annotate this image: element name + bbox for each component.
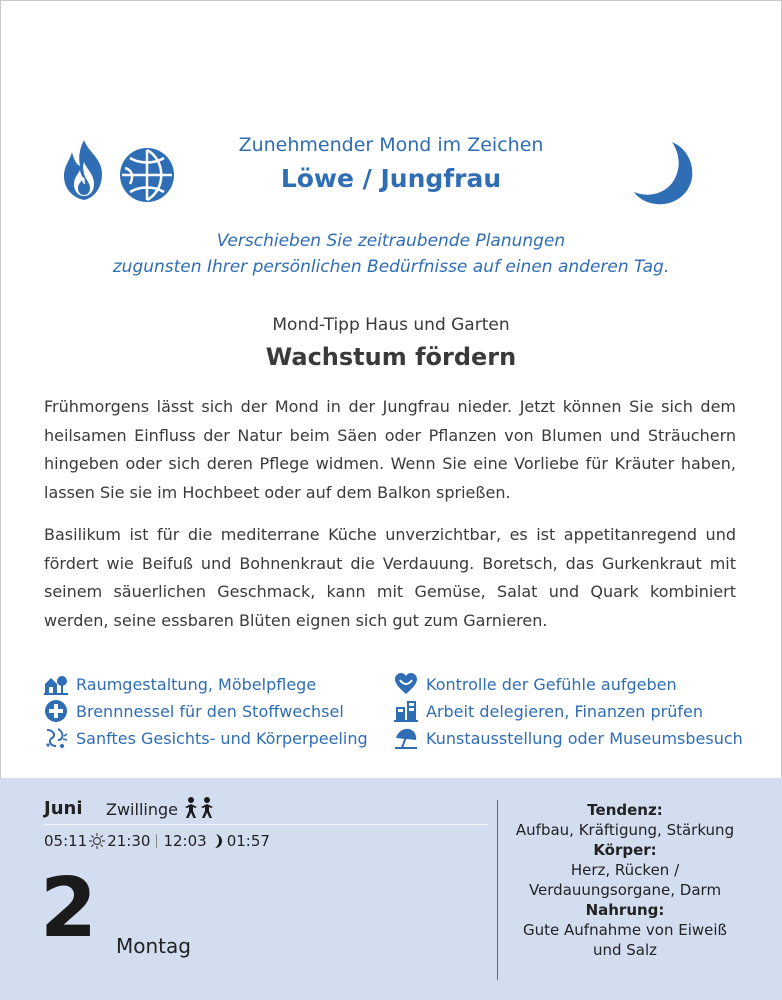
tip-item-3 <box>44 725 368 751</box>
daily-quote <box>0 228 782 280</box>
quote-line-2: zugunsten Ihrer persönlichen Bedürfnisse auf einen anderen Tag. <box>112 257 670 277</box>
sun-moon-times <box>44 832 270 850</box>
body-value-line-1: Herz, Rücken / <box>570 861 680 879</box>
sunset-time: 21:30 <box>107 832 151 850</box>
small-moon-icon <box>208 832 226 850</box>
house-tree-icon <box>44 672 68 696</box>
tip-item-6 <box>394 725 743 751</box>
beauty-swirl-icon <box>44 726 68 750</box>
tip-category-label: Mond-Tipp Haus und Garten <box>272 315 510 335</box>
moon-signs-title: Löwe / Jungfrau <box>280 164 502 193</box>
tip-paragraph-1: Frühmorgens lässt sich der Mond in der Jungfrau nieder. Jetzt können Sie sich dem heilsamen Einfluss der Natur beim Säen oder Pflanzen von Blumen und Sträuchern hingeben oder sich deren Pflege widmen. Wenn Sie eine Vorliebe für Kräuter haben, lassen Sie sie im Hochbeet oder auf dem Balkon sprießen. <box>44 397 736 502</box>
gemini-twins-icon <box>182 797 216 819</box>
tip-title: Wachstum fördern <box>265 343 517 371</box>
tip-item-1 <box>44 671 316 697</box>
day-number: 2 <box>40 861 98 956</box>
tip-paragraph-2: Basilikum ist für die mediterrane Küche unverzichtbar, es ist appetitanregend und fördert wie Beifuß und Bohnenkraut die Verdauung. Boretsch, das Gurkenkraut mit seinem säuerlichen Geschmack, kann mit Gemüse, Salat und Quark kombiniert werden, seine essbaren Blüten eignen sich gut zum Garnieren. <box>44 525 736 630</box>
tip-item-5 <box>394 698 703 724</box>
tip-text: Kontrolle der Gefühle aufgeben <box>426 674 677 694</box>
moonset-time: 01:57 <box>226 832 270 850</box>
tendency-label: Tendenz: <box>587 801 663 819</box>
tip-text: Arbeit delegieren, Finanzen prüfen <box>426 701 703 721</box>
calendar-footer <box>0 778 782 1000</box>
crescent-moon-icon <box>628 138 700 208</box>
beach-umbrella-icon <box>394 726 418 750</box>
footer-vertical-divider <box>497 800 498 980</box>
moon-phase-line: Zunehmender Mond im Zeichen <box>238 134 544 156</box>
quote-line-1: Verschieben Sie zeitraubende Planungen <box>216 231 566 251</box>
moonrise-time: 12:03 <box>163 832 207 850</box>
medical-cross-icon <box>44 699 68 723</box>
month-label: Juni <box>44 798 83 819</box>
food-value-line-2: und Salz <box>592 941 658 959</box>
time-separator <box>156 834 157 848</box>
heart-icon <box>394 672 418 696</box>
tip-text: Raumgestaltung, Möbelpflege <box>76 674 317 694</box>
tip-text: Brennnessel für den Stoffwechsel <box>76 701 344 721</box>
footer-divider <box>44 824 488 825</box>
moon-influence-info <box>505 800 745 960</box>
tip-text: Kunstausstellung oder Museumsbesuch <box>426 728 743 748</box>
zodiac-label: Zwillinge <box>106 800 178 819</box>
sunrise-time: 05:11 <box>44 832 88 850</box>
food-label: Nahrung: <box>585 901 665 919</box>
tip-text: Sanftes Gesichts- und Körperpeeling <box>76 728 368 748</box>
weekday-label: Montag <box>116 934 191 958</box>
body-value-line-2: Verdauungsorgane, Darm <box>528 881 722 899</box>
body-label: Körper: <box>593 841 657 859</box>
tip-item-2 <box>44 698 344 724</box>
sun-icon <box>88 832 106 850</box>
tip-item-4 <box>394 671 677 697</box>
moon-header <box>0 130 782 220</box>
tendency-value: Aufbau, Kräftigung, Stärkung <box>515 821 735 839</box>
work-delegate-icon <box>394 699 418 723</box>
tip-body <box>44 393 736 649</box>
food-value-line-1: Gute Aufnahme von Eiweiß <box>523 921 727 939</box>
